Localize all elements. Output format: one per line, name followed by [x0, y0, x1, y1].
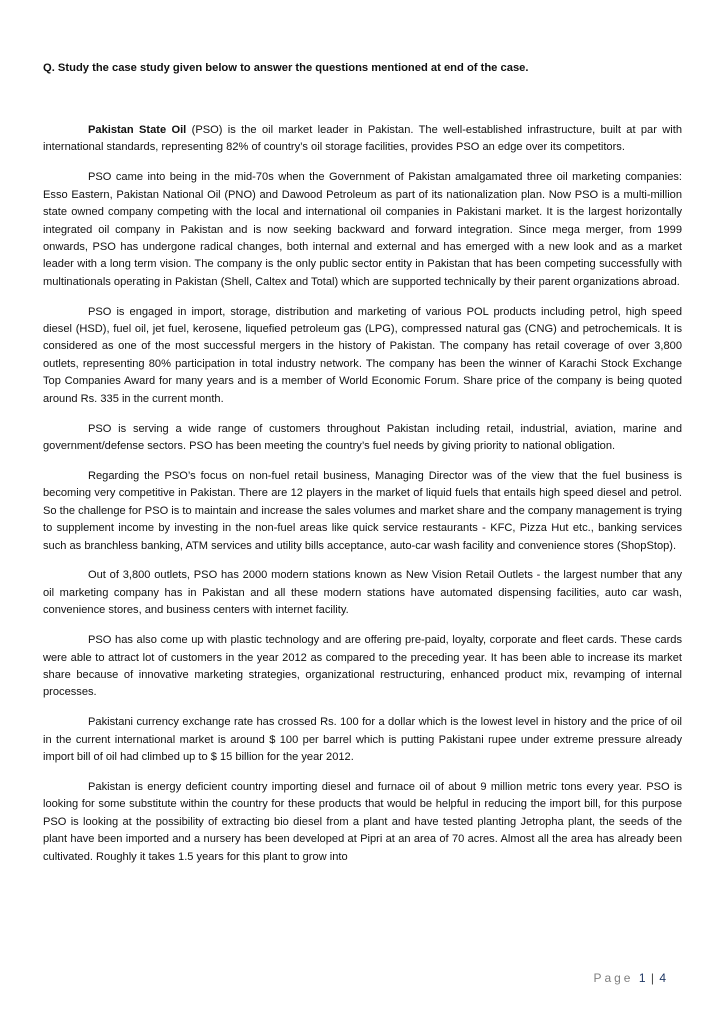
- paragraph-cards: PSO has also come up with plastic technology and are offering pre-paid, loyalty, corporate and fleet cards. These cards were able to attract lot of customers in the year 2012 as compared to the preceding year. It has been able to increase its market share because of innovative marketing strategies, organizational restructuring, enhanced product mix, revamping of internal processes.: [43, 634, 682, 699]
- paragraph-biodiesel: Pakistan is energy deficient country importing diesel and furnace oil of about 9 million metric tons every year. PSO is looking for some substitute within the country for these products that would be helpful in reducing the import bill, for this purpose PSO is looking at the possibility of extracting bio diesel from a plant and have tested planting Jetropha plant, the seeds of the plant have been imported and a nursery has been developed at Pipri at an area of 70 acres. Almost all the area has already been cultivated. Roughly it takes 1.5 years for this plant to grow into: [43, 781, 682, 863]
- question-heading: Q. Study the case study given below to answer the questions mentioned at end of the case.: [43, 62, 529, 74]
- total-pages: 4: [659, 971, 666, 985]
- paragraph-outlets: Out of 3,800 outlets, PSO has 2000 modern stations known as New Vision Retail Outlets - the largest number that any oil marketing company has in Pakistan and all these modern stations have automated dispensing facilities, auto car wash, convenience stores, and business centers with internet facility.: [43, 569, 682, 617]
- intro-paragraph: [43, 122, 682, 157]
- paragraph-non-fuel: Regarding the PSO’s focus on non-fuel retail business, Managing Director was of the view that the fuel business is becoming very competitive in Pakistan. There are 12 players in the market of liquid fuels that entails high speed diesel and petrol. So the challenge for PSO is to maintain and increase the sales volumes and market share and the company management is trying to supplement income by investing in the non-fuel areas like quick service restaurants - KFC, Pizza Hut etc., banking services such as branchless banking, ATM services and utility bills acceptance, auto-car wash facility and convenience stores (ShopStop).: [43, 469, 682, 552]
- company-name: Pakistan State Oil: [88, 124, 187, 136]
- page-number: 1: [638, 971, 646, 985]
- paragraph-products: PSO is engaged in import, storage, distribution and marketing of various POL products including petrol, high speed diesel (HSD), fuel oil, jet fuel, kerosene, liquefied petroleum gas (LPG), compressed natural gas (CNG) and petrochemicals. It is considered as one of the most successful mergers in the history of Pakistan. The company has retail coverage of over 3,800 outlets, representing 80% participation in total industry network. The company has been the winner of Karachi Stock Exchange Top Companies Award for many years and is a member of World Economic Forum. Share price of the company is being quoted around Rs. 335 in the current month.: [43, 305, 682, 405]
- page-separator: |: [650, 971, 654, 985]
- page-footer: [593, 970, 666, 986]
- paragraph-customers: PSO is serving a wide range of customers throughout Pakistan including retail, industrial, aviation, marine and government/defense sectors. PSO has been meeting the country’s fuel needs by giving priority to national obligation.: [43, 422, 682, 452]
- page-label: Page: [593, 971, 634, 985]
- intro-text: (PSO) is the oil market leader in Pakistan. The well-established infrastructure, built at par with international standards, representing 82% of country’s oil storage facilities, provides PSO an edge over its competitors.: [43, 124, 682, 154]
- paragraph-history: PSO came into being in the mid-70s when the Government of Pakistan amalgamated three oil marketing companies: Esso Eastern, Pakistan National Oil (PNO) and Dawood Petroleum as part of its nationalization plan. Now PSO is a multi-million state owned company competing with the local and international oil companies in Pakistani market. It is the largest horizontally integrated oil company in Pakistan and is now seeking backward and forward integration. Since mega merger, from 1999 onwards, PSO has undergone radical changes, both internal and external and has emerged with a new look and as a market leader with a long term vision. The company is the only public sector entity in Pakistan that has been competing successfully with multinationals operating in Pakistan (Shell, Caltex and Total) which are supported technically by their parent organizations abroad.: [43, 171, 682, 288]
- document-page: [43, 60, 682, 879]
- paragraph-currency: Pakistani currency exchange rate has crossed Rs. 100 for a dollar which is the lowest level in history and the price of oil in the current international market is around $ 100 per barrel which is putting Pakistani rupee under extreme pressure already import bill of oil had climbed up to $ 15 billion for the year 2012.: [43, 716, 682, 764]
